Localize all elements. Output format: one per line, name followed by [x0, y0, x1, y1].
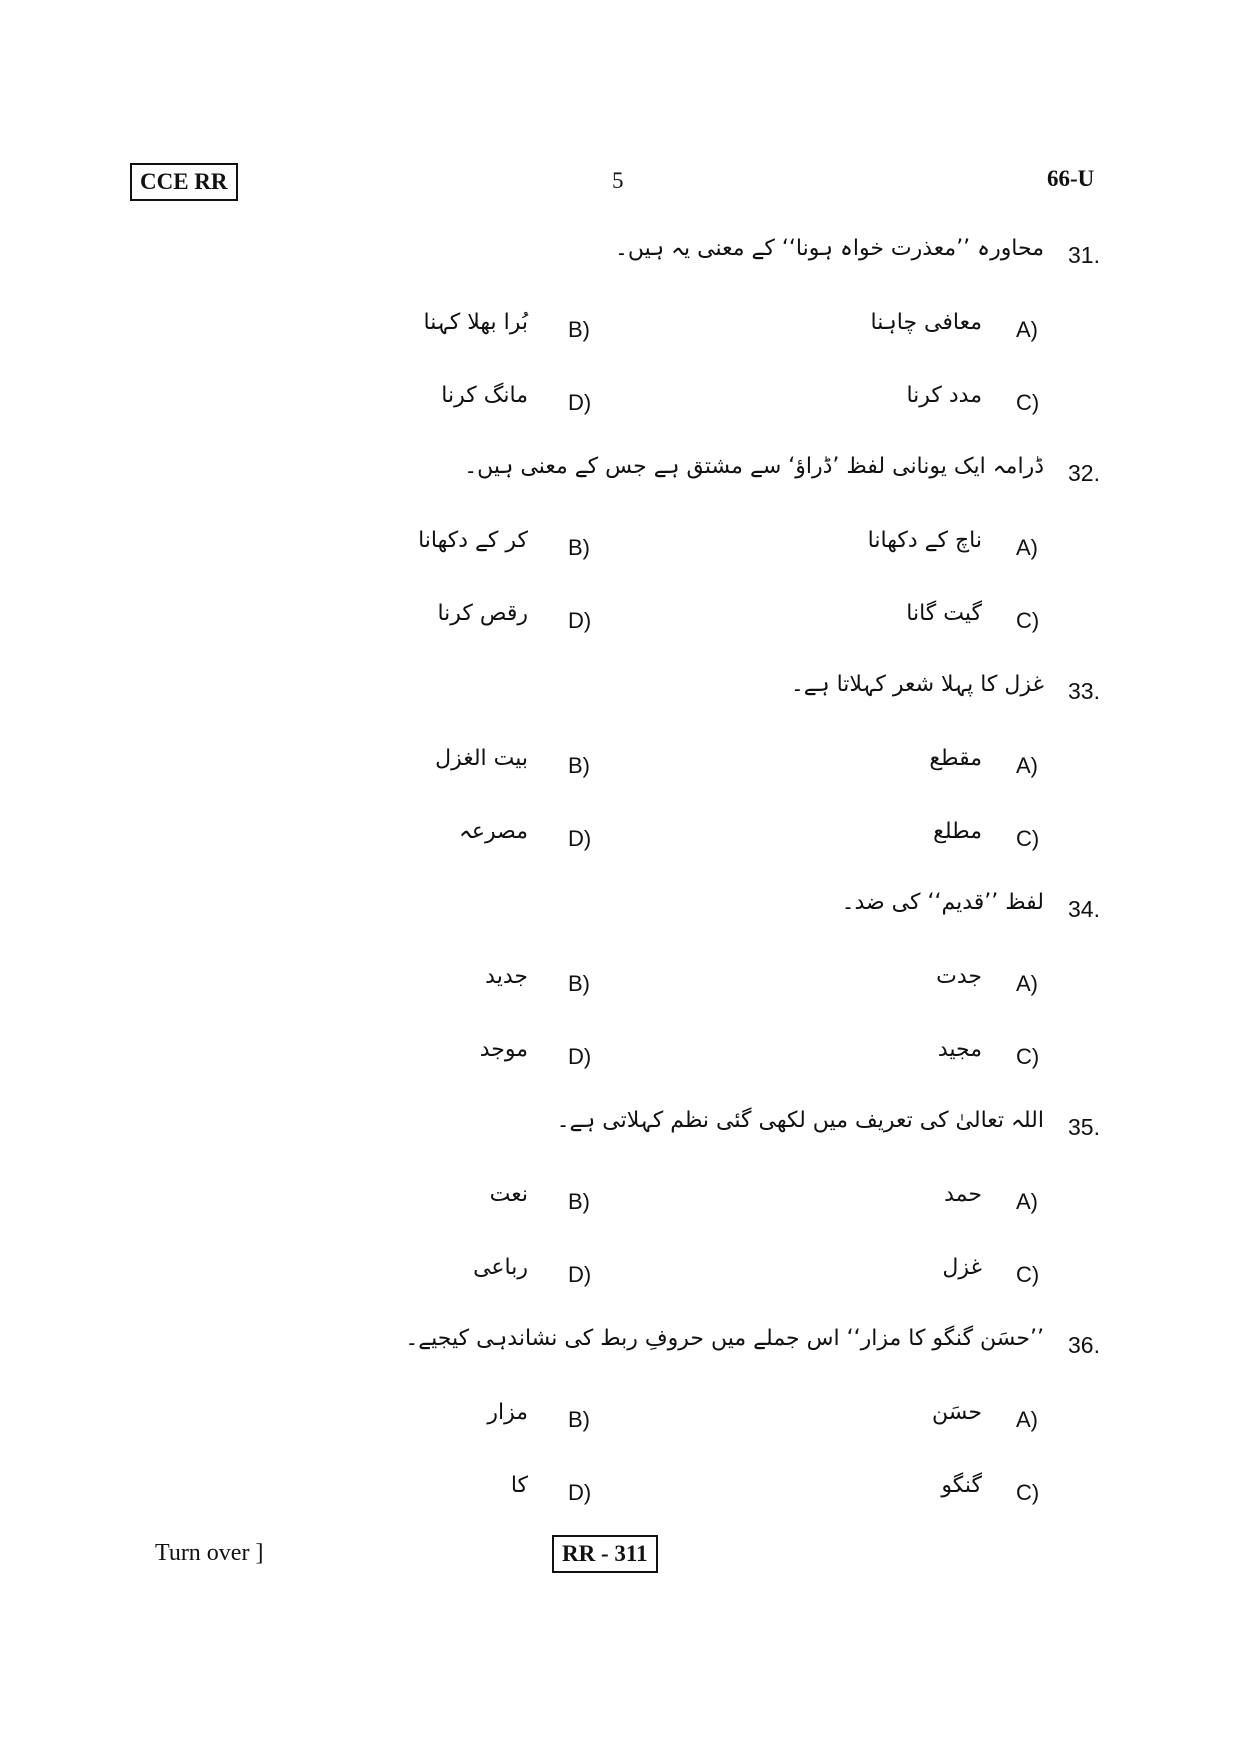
- option-d-text: رباعی: [473, 1255, 528, 1280]
- option-c-text: گیت گانا: [906, 601, 982, 626]
- options-row-cd: [0, 1030, 1240, 1074]
- option-a-text: مقطع: [929, 746, 982, 771]
- option-a-text: جدت: [936, 964, 982, 989]
- option-a-letter: A): [1016, 1407, 1038, 1432]
- options-row-cd: [0, 594, 1240, 638]
- question-text: ڈرامہ ایک یونانی لفظ ’ڈراؤ‘ سے مشتق ہے جس کے معنی ہیں۔: [464, 454, 1044, 479]
- header-subject-code: 66-U: [1047, 166, 1095, 191]
- options-row-cd: [0, 1466, 1240, 1510]
- option-d-letter: D): [568, 826, 592, 851]
- option-d-letter: D): [568, 390, 592, 415]
- option-c-letter: C): [1016, 1262, 1040, 1287]
- option-b-letter: B): [568, 753, 590, 778]
- question-number: 31.: [1068, 242, 1100, 268]
- option-b-letter: B): [568, 317, 590, 342]
- question-number: 33.: [1068, 678, 1100, 704]
- option-c-text: غزل: [942, 1255, 982, 1280]
- options-row-ab: [0, 957, 1240, 1001]
- option-a-text: ناچ کے دکھانا: [867, 528, 982, 553]
- option-c-text: مدد کرنا: [906, 383, 982, 408]
- option-d-text: مصرعہ: [458, 819, 528, 844]
- question-34: [0, 884, 1240, 928]
- question-number: 34.: [1068, 896, 1100, 922]
- option-c-letter: C): [1016, 1480, 1040, 1505]
- question-number: 32.: [1068, 460, 1100, 486]
- turn-over-note: Turn over ]: [155, 1540, 264, 1566]
- options-row-ab: [0, 1175, 1240, 1219]
- option-c-text: مطلع: [933, 819, 982, 844]
- question-text: ’’حسَن گنگو کا مزار‘‘ اس جملے میں حروفِ ربط کی نشاندہی کیجیے۔: [405, 1326, 1044, 1351]
- option-a-letter: A): [1016, 971, 1038, 996]
- option-c-letter: C): [1016, 1044, 1040, 1069]
- page-number: 5: [612, 168, 624, 193]
- option-b-text: نعت: [489, 1182, 528, 1207]
- question-35: [0, 1102, 1240, 1146]
- option-d-letter: D): [568, 1044, 592, 1069]
- question-text: محاورہ ’’معذرت خواہ ہونا‘‘ کے معنی یہ ہیں۔: [615, 236, 1044, 261]
- option-b-text: مزار: [487, 1400, 528, 1425]
- footer-code-box: RR - 311: [552, 1535, 658, 1573]
- options-row-ab: [0, 303, 1240, 347]
- option-b-text: بیت الغزل: [435, 746, 528, 771]
- header-paper-code-box: CCE RR: [130, 163, 238, 201]
- option-b-letter: B): [568, 535, 590, 560]
- option-d-text: رقص کرنا: [437, 601, 528, 626]
- option-a-text: معافی چاہنا: [870, 310, 982, 335]
- option-a-letter: A): [1016, 1189, 1038, 1214]
- option-b-text: بُرا بھلا کہنا: [423, 310, 528, 335]
- option-a-text: حسَن: [932, 1400, 982, 1425]
- question-text: لفظ ’’قدیم‘‘ کی ضد۔: [841, 890, 1044, 915]
- option-c-letter: C): [1016, 608, 1040, 633]
- option-b-letter: B): [568, 971, 590, 996]
- option-d-text: مانگ کرنا: [441, 383, 528, 408]
- option-d-text: موجد: [479, 1037, 528, 1062]
- options-row-ab: [0, 521, 1240, 565]
- option-d-text: کا: [510, 1473, 528, 1498]
- options-row-cd: [0, 376, 1240, 420]
- question-32: [0, 448, 1240, 492]
- options-row-cd: [0, 812, 1240, 856]
- question-number: 36.: [1068, 1332, 1100, 1358]
- question-text: غزل کا پہلا شعر کہلاتا ہے۔: [790, 672, 1044, 697]
- options-row-ab: [0, 1393, 1240, 1437]
- option-b-text: جدید: [485, 964, 528, 989]
- option-c-text: گنگو: [941, 1473, 982, 1498]
- option-d-letter: D): [568, 1480, 592, 1505]
- options-row-cd: [0, 1248, 1240, 1292]
- option-a-text: حمد: [944, 1182, 982, 1207]
- question-33: [0, 666, 1240, 710]
- option-a-letter: A): [1016, 317, 1038, 342]
- option-c-letter: C): [1016, 390, 1040, 415]
- question-number: 35.: [1068, 1114, 1100, 1140]
- option-d-letter: D): [568, 608, 592, 633]
- option-a-letter: A): [1016, 753, 1038, 778]
- option-c-text: مجید: [937, 1037, 982, 1062]
- option-b-letter: B): [568, 1189, 590, 1214]
- option-b-text: کر کے دکھانا: [418, 528, 528, 553]
- question-31: [0, 230, 1240, 274]
- question-36: [0, 1320, 1240, 1364]
- option-d-letter: D): [568, 1262, 592, 1287]
- options-row-ab: [0, 739, 1240, 783]
- option-c-letter: C): [1016, 826, 1040, 851]
- option-a-letter: A): [1016, 535, 1038, 560]
- option-b-letter: B): [568, 1407, 590, 1432]
- question-text: اللہ تعالیٰ کی تعریف میں لکھی گئی نظم کہلاتی ہے۔: [556, 1108, 1044, 1133]
